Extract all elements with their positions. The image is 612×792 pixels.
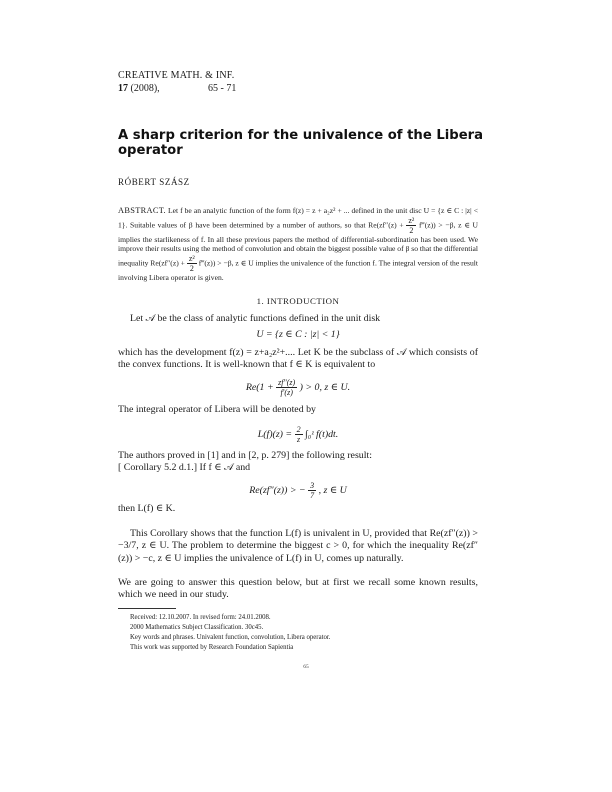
body-paragraph [118, 528, 478, 565]
text-line: results, which we need in our study. [118, 577, 478, 601]
body-paragraph [118, 450, 478, 475]
fraction-denominator: 7 [310, 491, 315, 500]
eq-text: L(f)(z) = [257, 428, 293, 440]
body-paragraph: The integral operator of Libera will be denoted by [118, 404, 316, 415]
fraction-numerator: 2 [296, 425, 301, 434]
fraction-denominator: 2 [189, 264, 194, 274]
equation-convexity [118, 378, 478, 397]
text-line: the inequality Re(zf″(z)) > −c, z ∈ U implies the univalence of L(f) in U, comes [118, 540, 478, 564]
abstract [118, 206, 478, 283]
abstract-line: Re(zf″(z) + [150, 258, 185, 268]
journal-name: CREATIVE MATH. & INF. [118, 70, 235, 81]
year: (2008), [130, 83, 160, 94]
eq-fraction [295, 425, 303, 444]
fraction-numerator: z² [188, 254, 195, 264]
abstract-line: so that Re(zf″(z) + [344, 219, 404, 229]
body-paragraph: Let 𝒜 be the class of analytic functions defined in the unit disk [130, 313, 381, 324]
page-range: 65 - 71 [208, 83, 237, 94]
fraction-denominator: z [297, 435, 301, 444]
paper-title: A sharp criterion for the univalence of the Libera operator [118, 128, 484, 158]
footnote-msc: 2000 Mathematics Subject Classification. 30c45. [130, 624, 264, 631]
eq-fraction [276, 378, 297, 397]
abstract-fraction [406, 216, 416, 235]
fraction-numerator: 3 [310, 481, 315, 490]
volume-year [118, 83, 160, 95]
equation-condition [118, 481, 478, 500]
eq-text: ) > 0, z ∈ U. [299, 381, 351, 393]
abstract-keyword: ABSTRACT. [118, 206, 166, 215]
eq-text: , z ∈ U [318, 484, 347, 496]
text-line: up naturally. [354, 552, 404, 564]
footnote-received: Received: 12.10.2007. In revised form: 24.01.2008. [130, 614, 271, 621]
abstract-line: Let f be an analytic function of the form f(z) = z + a₂z² + ... defined in the unit [167, 206, 408, 215]
author-name: RÓBERT SZÁSZ [118, 177, 190, 187]
abstract-line: disc U = {z ∈ C : |z| < 1}. Suitable values of β have been determined by a number of authors, [118, 206, 479, 229]
eq-text: ∫₀ᶻ f(t)dt. [305, 428, 339, 440]
volume-number: 17 [118, 83, 128, 94]
fraction-numerator: zf″(z) [278, 378, 296, 387]
equation-libera [118, 425, 478, 444]
text-line: The authors proved in [1] and in [2, p. 279] the following result: [118, 450, 372, 461]
page-number: 65 [303, 664, 309, 670]
fraction-denominator: 2 [409, 225, 414, 235]
abstract-line: f‴(z)) > −β, z ∈ U implies the starlikeness of f. In all these previous [118, 219, 479, 244]
abstract-line: papers the method of differential-subordination has been used. We improve their results using the [118, 234, 478, 254]
text-line: This Corollary shows that the function L(f) is univalent in U, provided that [130, 528, 427, 539]
text-line: We are going to answer this question below, but at first we recall some known [118, 577, 446, 588]
eq-text: Re(zf″(z)) > − [249, 484, 306, 496]
eq-fraction [308, 481, 316, 500]
abstract-fraction [187, 254, 197, 273]
text-line: Re(zf″(z)) > −3/7, z ∈ U. The problem to determine the biggest c > 0, for which [118, 528, 478, 552]
fraction-numerator: z² [408, 215, 415, 225]
equation-unit-disk: U = {z ∈ C : |z| < 1} [256, 329, 340, 340]
text-line: consists of the convex functions. It is well-known that f ∈ K is equivalent to [118, 347, 478, 371]
abstract-line: f‴(z)) > −β, z ∈ U implies the univalence of the function f. The integral version of [198, 258, 449, 268]
eq-text: Re(1 + [245, 381, 274, 393]
abstract-line: the result involving Libera operator is given. [118, 258, 478, 283]
text-line: [ Corollary 5.2 d.1.] If f ∈ 𝒜 and [118, 462, 251, 474]
abstract-line: method of convolution and obtain the biggest possible value of β so that the differential inequality [118, 244, 478, 268]
fraction-denominator: f′(z) [280, 388, 293, 397]
footnote-keywords: Key words and phrases. Univalent function, convolution, Libera operator. [130, 634, 331, 641]
section-heading: 1. INTRODUCTION [256, 296, 340, 306]
text-line: which has the development f(z) = z+a₂z²+.... Let K be the subclass of 𝒜 which [118, 347, 434, 358]
footnote-rule [118, 608, 176, 609]
body-paragraph [118, 347, 478, 372]
body-paragraph: then L(f) ∈ K. [118, 503, 176, 514]
footnote-funding: This work was supported by Research Foundation Sapientia [130, 644, 294, 651]
body-paragraph [118, 577, 478, 602]
